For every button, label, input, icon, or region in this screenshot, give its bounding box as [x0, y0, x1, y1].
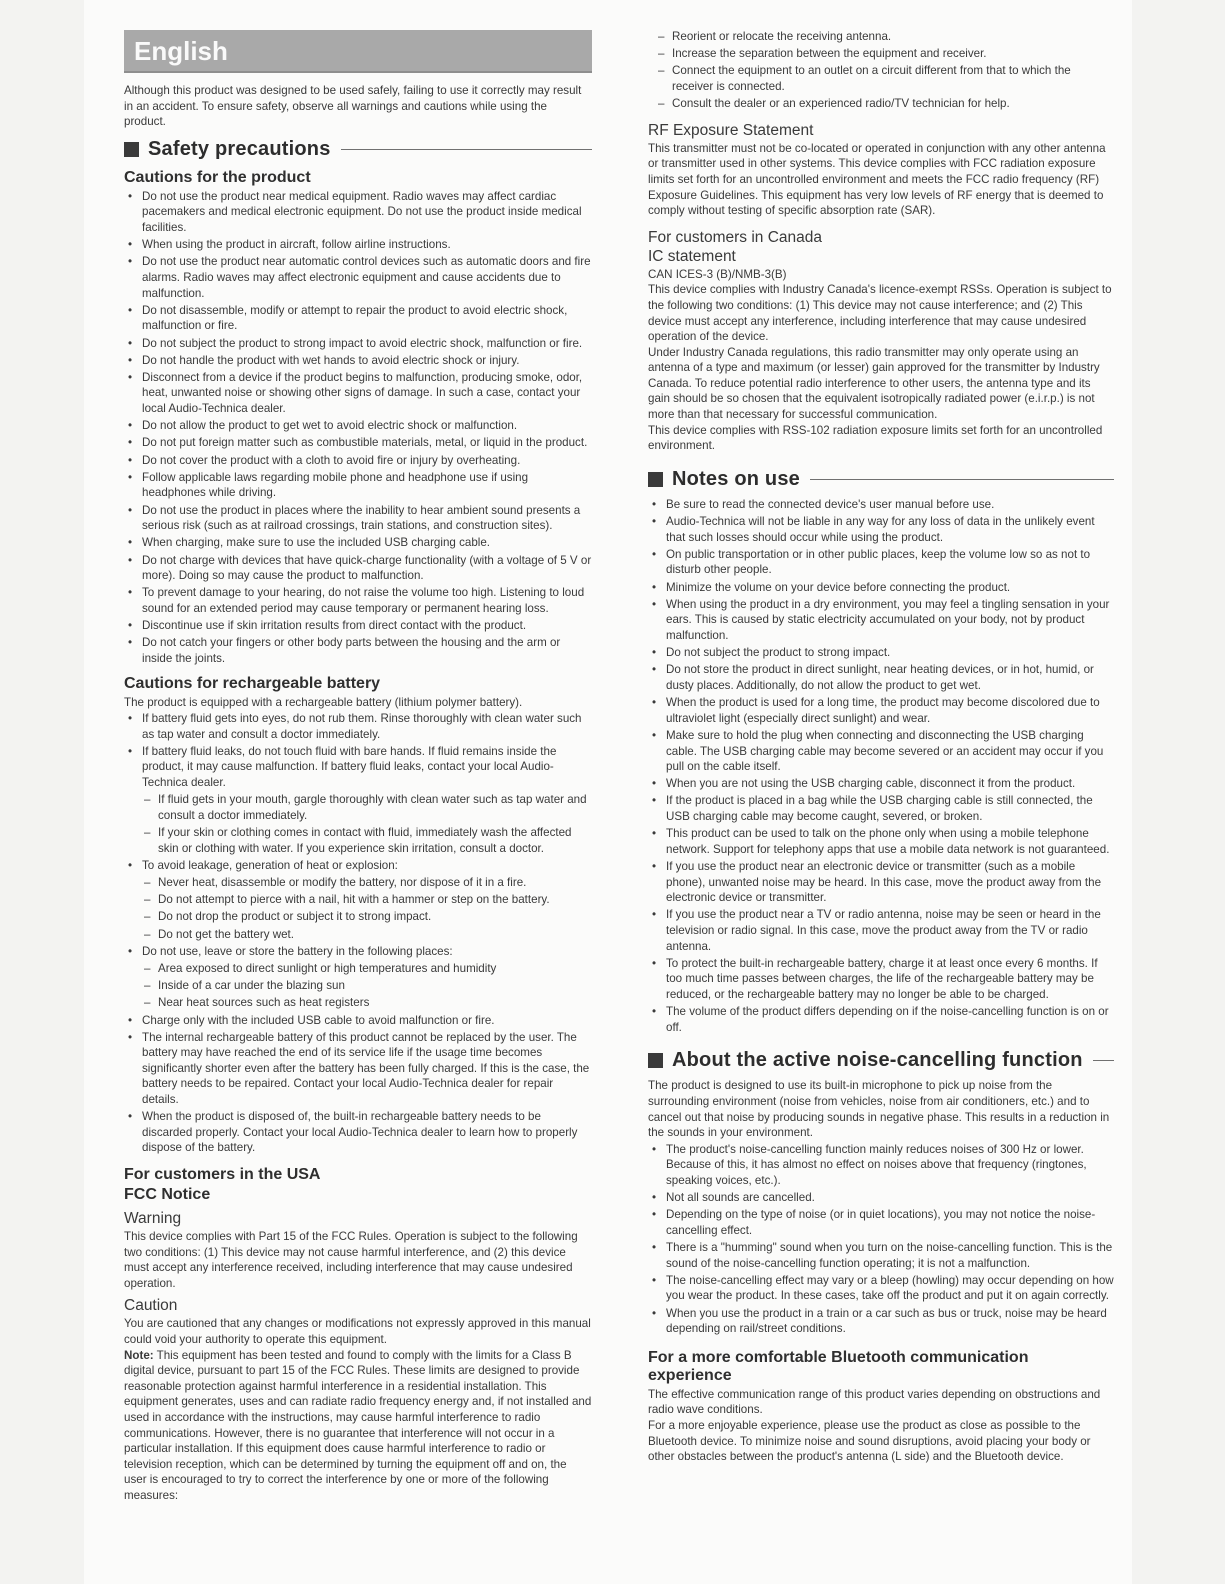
section-heading-anc: [648, 1049, 1114, 1072]
sub-list-item: – If fluid gets in your mouth, gargle thoroughly with clean water such as tap water and consult a doctor immediately.: [142, 792, 592, 823]
anc-intro: The product is designed to use its built-in microphone to pick up noise from the surrounding environment (noise from vehicles, noise from air conditioners, etc.) and to cancel out that noise by producing sounds in negative phase. This results in a reduction in the sounds in your environment.: [648, 1079, 1110, 1140]
list-item: • When the product is disposed of, the built-in rechargeable battery needs to be discarded properly. Contact your local Audio-Technica dealer to learn how to properly dispose of the battery.: [124, 1109, 592, 1156]
fcc-note: [124, 1348, 592, 1504]
list-item: • Minimize the volume on your device before connecting the product.: [648, 580, 1114, 596]
section-heading-safety: [124, 138, 592, 161]
ic-text-2: Under Industry Canada regulations, this radio transmitter may only operate using an antenna of a type and maximum (or lesser) gain approved for the transmitter by Industry Canada. To reduce potential radio interference to other users, the antenna type and its gain should be so chosen that the equivalent isotropically radiated power (e.i.r.p.) is not more than that necessary for successful communication.: [648, 345, 1100, 422]
list-item: • This product can be used to talk on the phone only when using a mobile telephone network. Support for telephony apps that use a mobile data network is not guaranteed.: [648, 826, 1114, 857]
list-item: • Do not use, leave or store the battery in the following places:: [124, 944, 592, 960]
sub-list-item: – Do not drop the product or subject it to strong impact.: [142, 909, 592, 925]
list-item: • Do not allow the product to get wet to avoid electric shock or malfunction.: [124, 418, 592, 434]
list-item: • Do not disassemble, modify or attempt to repair the product to avoid electric shock, malfunction or fire.: [124, 303, 592, 334]
list-item: • Do not cover the product with a cloth to avoid fire or injury by overheating.: [124, 453, 592, 469]
list-item: • Do not use the product in places where the inability to hear ambient sound presents a serious risk (such as at railroad crossings, train stations, and construction sites).: [124, 503, 592, 534]
battery-cautions-list-cont: [124, 858, 592, 874]
list-item: • If battery fluid leaks, do not touch fluid with bare hands. If fluid remains inside the product, it may cause malfunction. If battery fluid leaks, contact your local Audio-Technica dealer.: [124, 744, 592, 791]
intro-text: Although this product was designed to be used safely, failing to use it correctly may result in an accident. To ensure safety, observe all warnings and cautions while using the product.: [124, 84, 582, 129]
warning-text: This device complies with Part 15 of the FCC Rules. Operation is subject to the following two conditions: (1) This device may not cause harmful interference, and (2) this device must accept any interference received, including interference that may cause undesired operation.: [124, 1230, 578, 1290]
left-column: [124, 30, 592, 1504]
bluetooth-text-1: The effective communication range of this product varies depending on obstructions and radio wave conditions.: [648, 1387, 1101, 1417]
list-item: • If you use the product near a TV or radio antenna, noise may be seen or heard in the television or radio signal. In this case, move the product away from the TV or radio antenna.: [648, 907, 1114, 954]
sub-list-item: – Near heat sources such as heat registers: [142, 995, 592, 1011]
rf-text: This transmitter must not be co-located or operated in conjunction with any other antenna or transmitter used in other systems. This device complies with FCC radiation exposure limits set forth for an uncontrolled environment and meets the FCC radio frequency (RF) Exposure Guidelines. This equipment has very low levels of RF energy that is deemed to comply without testing of specific absorption rate (SAR).: [648, 141, 1106, 218]
note-label: Note:: [124, 1348, 154, 1362]
bluetooth-text-2: For a more enjoyable experience, please use the product as close as possible to the Bluetooth device. To minimize noise and sound disruptions, avoid placing your body or other obstacles between the product's antenna (L side) and the Bluetooth device.: [648, 1419, 1091, 1464]
section-title: Notes on use: [672, 467, 800, 490]
sub-list-item: – Increase the separation between the equipment and receiver.: [656, 46, 1114, 62]
sub-list-item: – Inside of a car under the blazing sun: [142, 978, 592, 994]
battery-intro: The product is equipped with a rechargeable battery (lithium polymer battery).: [124, 695, 523, 709]
battery-cautions-list-cont: [124, 1013, 592, 1157]
battery-sublist: [142, 875, 592, 942]
list-item: • To prevent damage to your hearing, do not raise the volume too high. Listening to loud sound for an extended period may cause temporary or permanent hearing loss.: [124, 585, 592, 616]
list-item: • The volume of the product differs depending on if the noise-cancelling function is on or off.: [648, 1004, 1114, 1035]
subheading-product-cautions: Cautions for the product: [124, 168, 311, 186]
section-heading-notes: [648, 468, 1114, 491]
list-item: • Do not subject the product to strong impact.: [648, 645, 1114, 661]
list-item: • When you use the product in a train or a car such as bus or truck, noise may be heard depending on rail/street conditions.: [648, 1306, 1114, 1337]
sub-list-item: – Connect the equipment to an outlet on a circuit different from that to which the receiver is connected.: [656, 63, 1114, 94]
ic-text-3: This device complies with RSS-102 radiation exposure limits set forth for an uncontrolled environment.: [648, 423, 1103, 453]
list-item: • If the product is placed in a bag while the USB charging cable is still connected, the USB charging cable may become caught, severed, or broken.: [648, 793, 1114, 824]
section-square-icon: [648, 472, 663, 487]
battery-sublist: [142, 961, 592, 1011]
list-item: • Be sure to read the connected device's user manual before use.: [648, 497, 1114, 513]
list-item: • There is a "humming" sound when you turn on the noise-cancelling function. This is the sound of the noise-cancelling function operating; it is not a malfunction.: [648, 1240, 1114, 1271]
list-item: • Depending on the type of noise (or in quiet locations), you may not notice the noise-cancelling effect.: [648, 1207, 1114, 1238]
sub-list-item: – Do not get the battery wet.: [142, 927, 592, 943]
list-item: • Disconnect from a device if the product begins to malfunction, producing smoke, odor, heat, unwanted noise or showing other signs of damage. In such a case, contact your local Audio-Technica dealer.: [124, 370, 592, 417]
heading-fcc-notice: FCC Notice: [124, 1186, 211, 1204]
list-item: • Do not catch your fingers or other body parts between the housing and the arm or inside the joints.: [124, 635, 592, 666]
list-item: • Do not use the product near automatic control devices such as automatic doors and fire alarms. Radio waves may affect electronic equipment and cause accidents due to malfunction.: [124, 254, 592, 301]
list-item: • Do not charge with devices that have quick-charge functionality (with a voltage of 5 V or more). Doing so may cause the product to malfunction.: [124, 553, 592, 584]
list-item: • When the product is used for a long time, the product may become discolored due to ultraviolet light (especially direct sunlight) and wear.: [648, 695, 1114, 726]
anc-list: [648, 1142, 1114, 1337]
heading-ic-statement: IC statement: [648, 247, 736, 265]
list-item: • When you are not using the USB charging cable, disconnect it from the product.: [648, 776, 1114, 792]
heading-bluetooth: For a more comfortable Bluetooth communication experience: [648, 1348, 1029, 1384]
battery-cautions-list: [124, 711, 592, 791]
list-item: • Make sure to hold the plug when connecting and disconnecting the USB charging cable. The USB charging cable may become severed or an accident may occur if you pull on the cable itself.: [648, 728, 1114, 775]
list-item: • Do not store the product in direct sunlight, near heating devices, or in hot, humid, or dusty places. Additionally, do not allow the product to get wet.: [648, 662, 1114, 693]
list-item: • If you use the product near an electronic device or transmitter (such as a mobile phone), unwanted noise may be heard. In this case, move the product away from the electronic device or transmitter.: [648, 859, 1114, 906]
section-rule: [1093, 1060, 1114, 1061]
ic-code: CAN ICES-3 (B)/NMB-3(B): [648, 267, 787, 281]
list-item: • Do not subject the product to strong impact to avoid electric shock, malfunction or fire.: [124, 336, 592, 352]
note-text: This equipment has been tested and found to comply with the limits for a Class B digital device, pursuant to part 15 of the FCC Rules. These limits are designed to provide reasonable protection against harmful interference in a residential installation. This equipment generates, uses and can radiate radio frequency energy and, if not installed and used in accordance with the instructions, may cause harmful interference to radio communications. However, there is no guarantee that interference will not occur in a particular installation. If this equipment does cause harmful interference to radio or television reception, which can be determined by turning the equipment off and on, the user is encouraged to try to correct the interference by one or more of the following measures:: [124, 1348, 592, 1502]
battery-cautions-list-cont: [124, 944, 592, 960]
heading-caution: Caution: [124, 1297, 178, 1315]
section-title: Safety precautions: [148, 137, 331, 160]
list-item: • On public transportation or in other public places, keep the volume low so as not to disturb other people.: [648, 547, 1114, 578]
section-title: About the active noise-cancelling function: [672, 1049, 1083, 1072]
sub-list-item: – Do not attempt to pierce with a nail, hit with a hammer or step on the battery.: [142, 892, 592, 908]
caution-text: You are cautioned that any changes or modifications not expressly approved in this manual could void your authority to operate this equipment.: [124, 1317, 591, 1346]
list-item: • To protect the built-in rechargeable battery, charge it at least once every 6 months. If too much time passes between charges, the life of the rechargeable battery may be reduced, or the rechargeable battery may no longer be able to be charged.: [648, 956, 1114, 1003]
heading-usa: For customers in the USA: [124, 1166, 321, 1184]
section-rule: [341, 149, 592, 150]
section-square-icon: [124, 142, 139, 157]
list-item: • Follow applicable laws regarding mobile phone and headphone use if using headphones while driving.: [124, 470, 592, 501]
list-item: • The product's noise-cancelling function mainly reduces noises of 300 Hz or lower. Because of this, it has almost no effect on noises above that frequency (ringtones, speaking voices, etc.).: [648, 1142, 1114, 1189]
fcc-measures-list: [656, 29, 1114, 112]
subheading-battery-cautions: Cautions for rechargeable battery: [124, 674, 381, 692]
list-item: • When using the product in aircraft, follow airline instructions.: [124, 237, 592, 253]
section-square-icon: [648, 1053, 663, 1068]
language-banner: English: [124, 30, 592, 73]
heading-warning: Warning: [124, 1210, 182, 1228]
notes-list: [648, 497, 1114, 1036]
battery-sublist: [142, 792, 592, 856]
list-item: • The noise-cancelling effect may vary or a bleep (howling) may occur depending on how you wear the product. In these cases, take off the product and put it on again correctly.: [648, 1273, 1114, 1304]
sub-list-item: – Consult the dealer or an experienced radio/TV technician for help.: [656, 96, 1114, 112]
sub-list-item: – Never heat, disassemble or modify the battery, nor dispose of it in a fire.: [142, 875, 592, 891]
sub-list-item: – Reorient or relocate the receiving antenna.: [656, 29, 1114, 45]
right-column: [648, 28, 1114, 1465]
list-item: • If battery fluid gets into eyes, do not rub them. Rinse thoroughly with clean water such as tap water and consult a doctor immediately.: [124, 711, 592, 742]
heading-canada: For customers in Canada: [648, 228, 823, 246]
ic-text-1: This device complies with Industry Canada's licence-exempt RSSs. Operation is subject to the following two conditions: (1) This device may not cause interference; and (2) This device must accept any interference, including interference that may cause undesired operation of the device.: [648, 283, 1112, 344]
list-item: • When charging, make sure to use the included USB charging cable.: [124, 535, 592, 551]
list-item: • When using the product in a dry environment, you may feel a tingling sensation in your ears. This is caused by static electricity accumulated on your body, not by product malfunction.: [648, 597, 1114, 644]
list-item: • The internal rechargeable battery of this product cannot be replaced by the user. The battery may have reached the end of its service life if the usage time becomes significantly shorter even after the battery has been fully charged. If this is the case, the battery needs to be repaired. Contact your local Audio-Technica dealer for repair details.: [124, 1030, 592, 1108]
list-item: • Do not use the product near medical equipment. Radio waves may affect cardiac pacemakers and medical electronic equipment. Do not use the product inside medical facilities.: [124, 189, 592, 236]
product-cautions-list: [124, 189, 592, 667]
section-rule: [810, 479, 1114, 480]
list-item: • To avoid leakage, generation of heat or explosion:: [124, 858, 592, 874]
list-item: • Not all sounds are cancelled.: [648, 1190, 1114, 1206]
heading-rf-exposure: RF Exposure Statement: [648, 121, 814, 139]
sub-list-item: – Area exposed to direct sunlight or high temperatures and humidity: [142, 961, 592, 977]
list-item: • Do not put foreign matter such as combustible materials, metal, or liquid in the product.: [124, 435, 592, 451]
list-item: • Audio-Technica will not be liable in any way for any loss of data in the unlikely event that such losses should occur while using the product.: [648, 514, 1114, 545]
sub-list-item: – If your skin or clothing comes in contact with fluid, immediately wash the affected skin or clothing with water. If you experience skin irritation, consult a doctor.: [142, 825, 592, 856]
list-item: • Do not handle the product with wet hands to avoid electric shock or injury.: [124, 353, 592, 369]
list-item: • Charge only with the included USB cable to avoid malfunction or fire.: [124, 1013, 592, 1029]
list-item: • Discontinue use if skin irritation results from direct contact with the product.: [124, 618, 592, 634]
